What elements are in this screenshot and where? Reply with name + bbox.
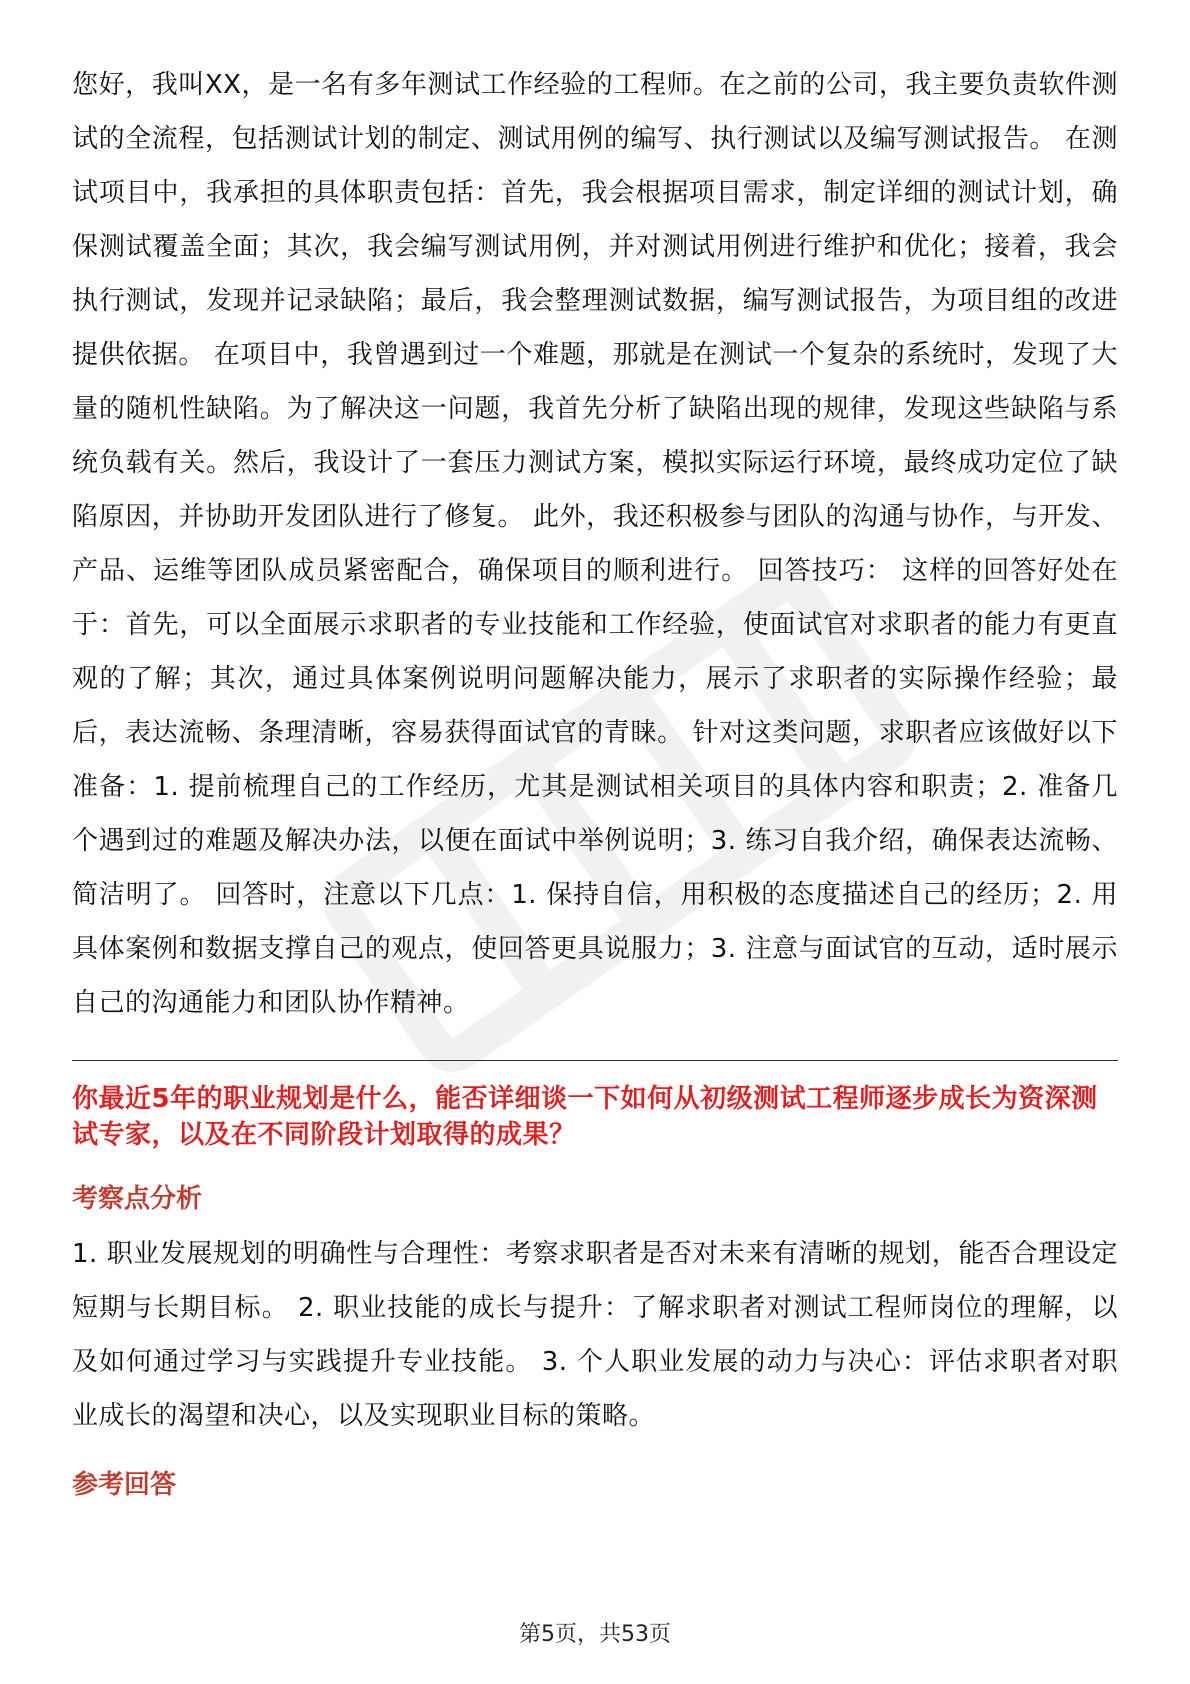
- page-number: 第5页，共53页: [519, 1622, 671, 1647]
- answer-heading: 参考回答: [72, 1470, 177, 1500]
- analysis-text: 1. 职业发展规划的明确性与合理性：考察求职者是否对未来有清晰的规划，能否合理设定短期与长期目标。 2. 职业技能的成长与提升：了解求职者对测试工程师岗位的理解，以及如何通过学习与实践提升专业技能。 3. 个人职业发展的动力与决心：评估求职者对职业成长的渴望和决心，以及实现职业目标的策略。: [72, 1239, 1118, 1431]
- main-content: [72, 58, 1118, 1505]
- interview-question: 你最近5年的职业规划是什么，能否详细谈一下如何从初级测试工程师逐步成长为资深测试专家，以及在不同阶段计划取得的成果？: [72, 1084, 1098, 1150]
- analysis-heading: 考察点分析: [72, 1184, 203, 1214]
- section-divider: [72, 1060, 1118, 1061]
- body-paragraph: 您好，我叫XX，是一名有多年测试工作经验的工程师。在之前的公司，我主要负责软件测试的全流程，包括测试计划的制定、测试用例的编写、执行测试以及编写测试报告。 在测试项目中，我承担的具体职责包括：首先，我会根据项目需求，制定详细的测试计划，确保测试覆盖全面；其次，我会编写测试用例，并对测试用例进行维护和优化；接着，我会执行测试，发现并记录缺陷；最后，我会整理测试数据，编写测试报告，为项目组的改进提供依据。 在项目中，我曾遇到过一个难题，那就是在测试一个复杂的系统时，发现了大量的随机性缺陷。为了解决这一问题，我首先分析了缺陷出现的规律，发现这些缺陷与系统负载有关。然后，我设计了一套压力测试方案，模拟实际运行环境，最终成功定位了缺陷原因，并协助开发团队进行了修复。 此外，我还积极参与团队的沟通与协作，与开发、产品、运维等团队成员紧密配合，确保项目的顺利进行。 回答技巧： 这样的回答好处在于：首先，可以全面展示求职者的专业技能和工作经验，使面试官对求职者的能力有更直观的了解；其次，通过具体案例说明问题解决能力，展示了求职者的实际操作经验；最后，表达流畅、条理清晰，容易获得面试官的青睐。 针对这类问题，求职者应该做好以下准备：1. 提前梳理自己的工作经历，尤其是测试相关项目的具体内容和职责；2. 准备几个遇到过的难题及解决办法，以便在面试中举例说明；3. 练习自我介绍，确保表达流畅、简洁明了。 回答时，注意以下几点：1. 保持自信，用积极的态度描述自己的经历；2. 用具体案例和数据支撑自己的观点，使回答更具说服力；3. 注意与面试官的互动，适时展示自己的沟通能力和团队协作精神。: [72, 70, 1118, 1018]
